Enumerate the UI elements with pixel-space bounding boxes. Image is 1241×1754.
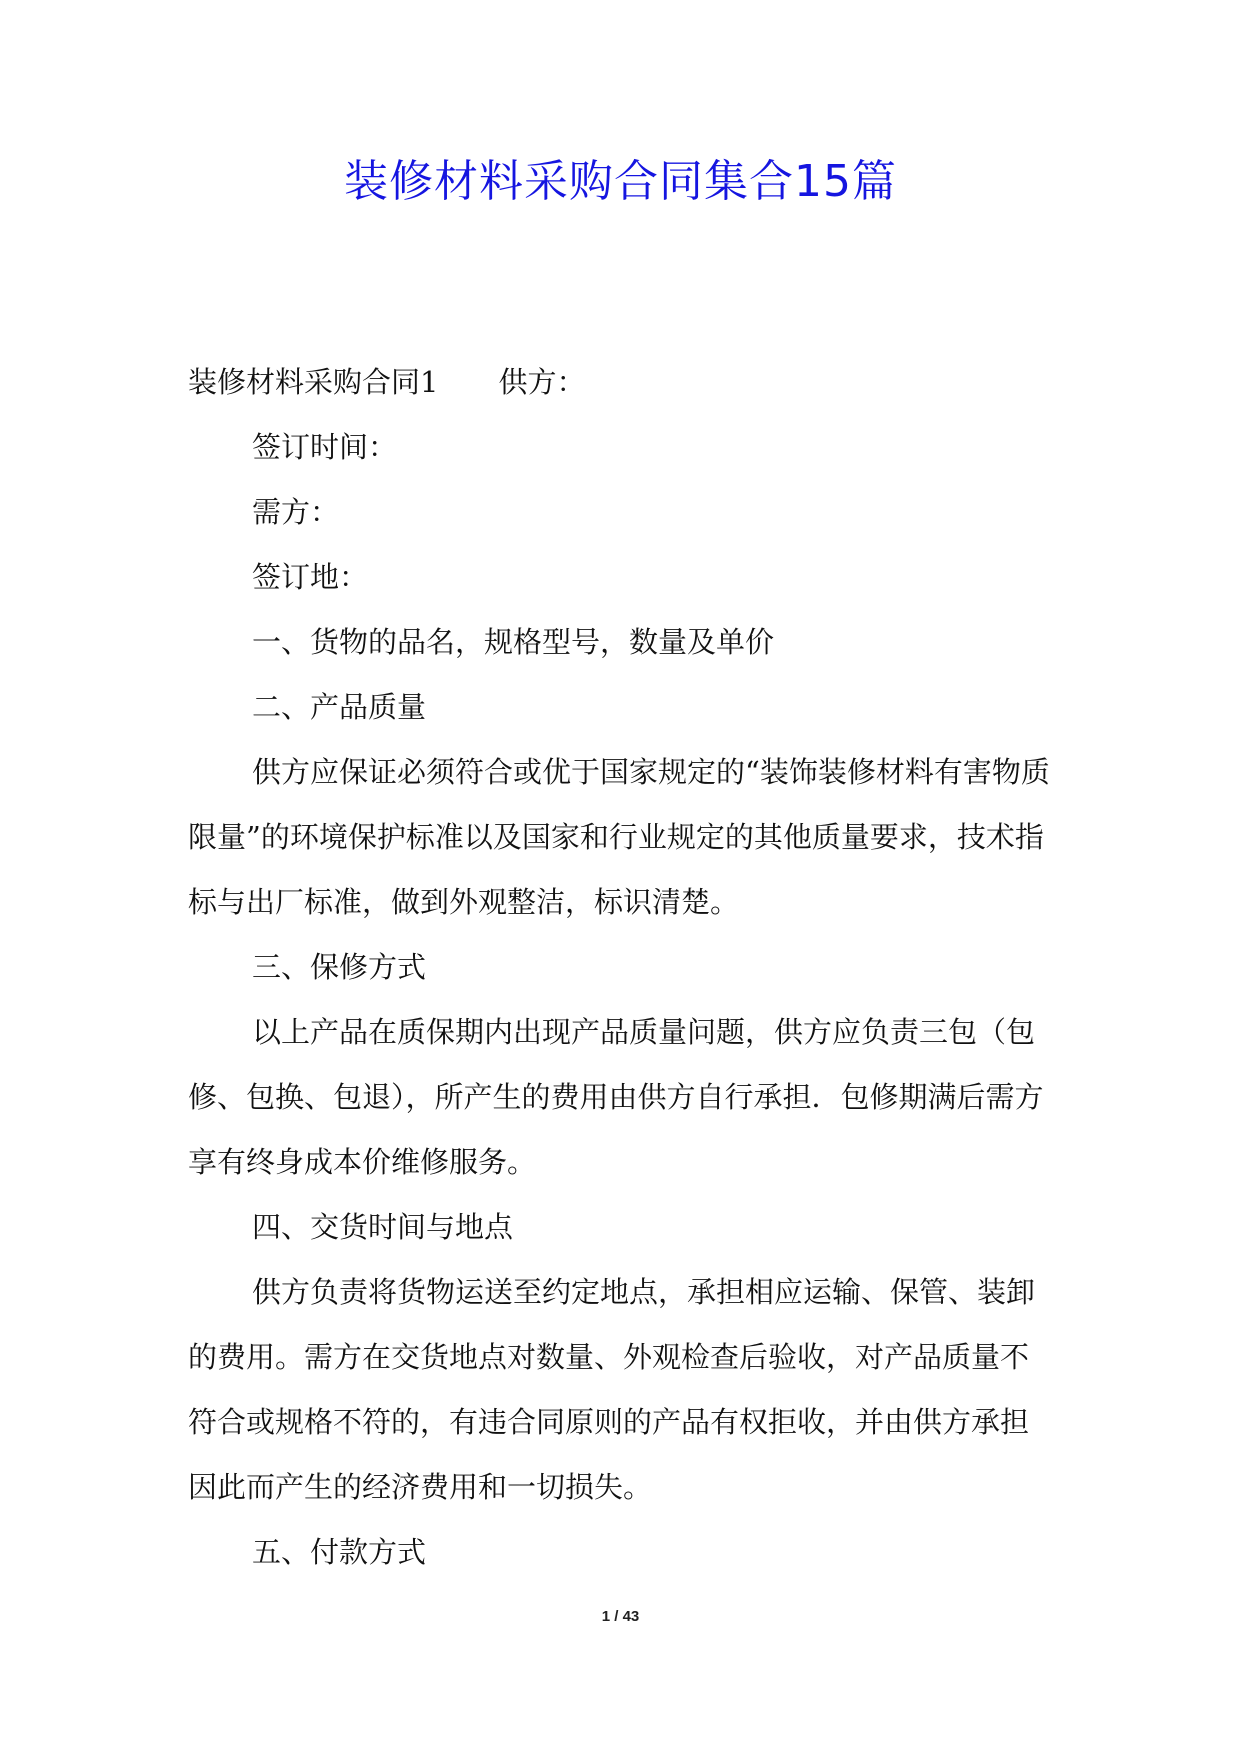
page-number: 1 / 43 xyxy=(601,1608,640,1625)
section-heading-warranty: 三、保修方式 xyxy=(252,950,427,984)
section-heading-delivery: 四、交货时间与地点 xyxy=(252,1210,514,1244)
signing-place-label: 签订地： xyxy=(252,560,369,594)
paragraph-delivery: 供方负责将货物运送至约定地点，承担相应运输、保管、装卸的费用。需方在交货地点对数量、外观检查后验收，对产品质量不符合或规格不符的，有违合同原则的产品有权拒收，并由供方承担因此而产生的经济费用和一切损失。 xyxy=(188,1275,1036,1504)
section-heading-goods: 一、货物的品名，规格型号，数量及单价 xyxy=(252,625,775,659)
paragraph-quality: 供方应保证必须符合或优于国家规定的“装饰装修材料有害物质限量”的环境保护标准以及国家和行业规定的其他质量要求，技术指标与出厂标准，做到外观整洁，标识清楚。 xyxy=(188,755,1050,919)
supplier-label: 供方： xyxy=(498,365,586,399)
paragraph-warranty: 以上产品在质保期内出现产品质量问题，供方应负责三包（包修、包换、包退），所产生的费用由供方自行承担．包修期满后需方享有终身成本价维修服务。 xyxy=(188,1015,1044,1179)
section-heading-payment: 五、付款方式 xyxy=(252,1535,427,1569)
contract-heading: 装修材料采购合同1 xyxy=(188,365,439,399)
buyer-label: 需方： xyxy=(252,495,340,529)
document-body xyxy=(188,350,1056,1585)
signing-time-label: 签订时间： xyxy=(252,430,398,464)
document-title: 装修材料采购合同集合15篇 xyxy=(344,156,897,207)
section-heading-quality: 二、产品质量 xyxy=(252,690,427,724)
contract-heading-line xyxy=(188,350,1056,415)
